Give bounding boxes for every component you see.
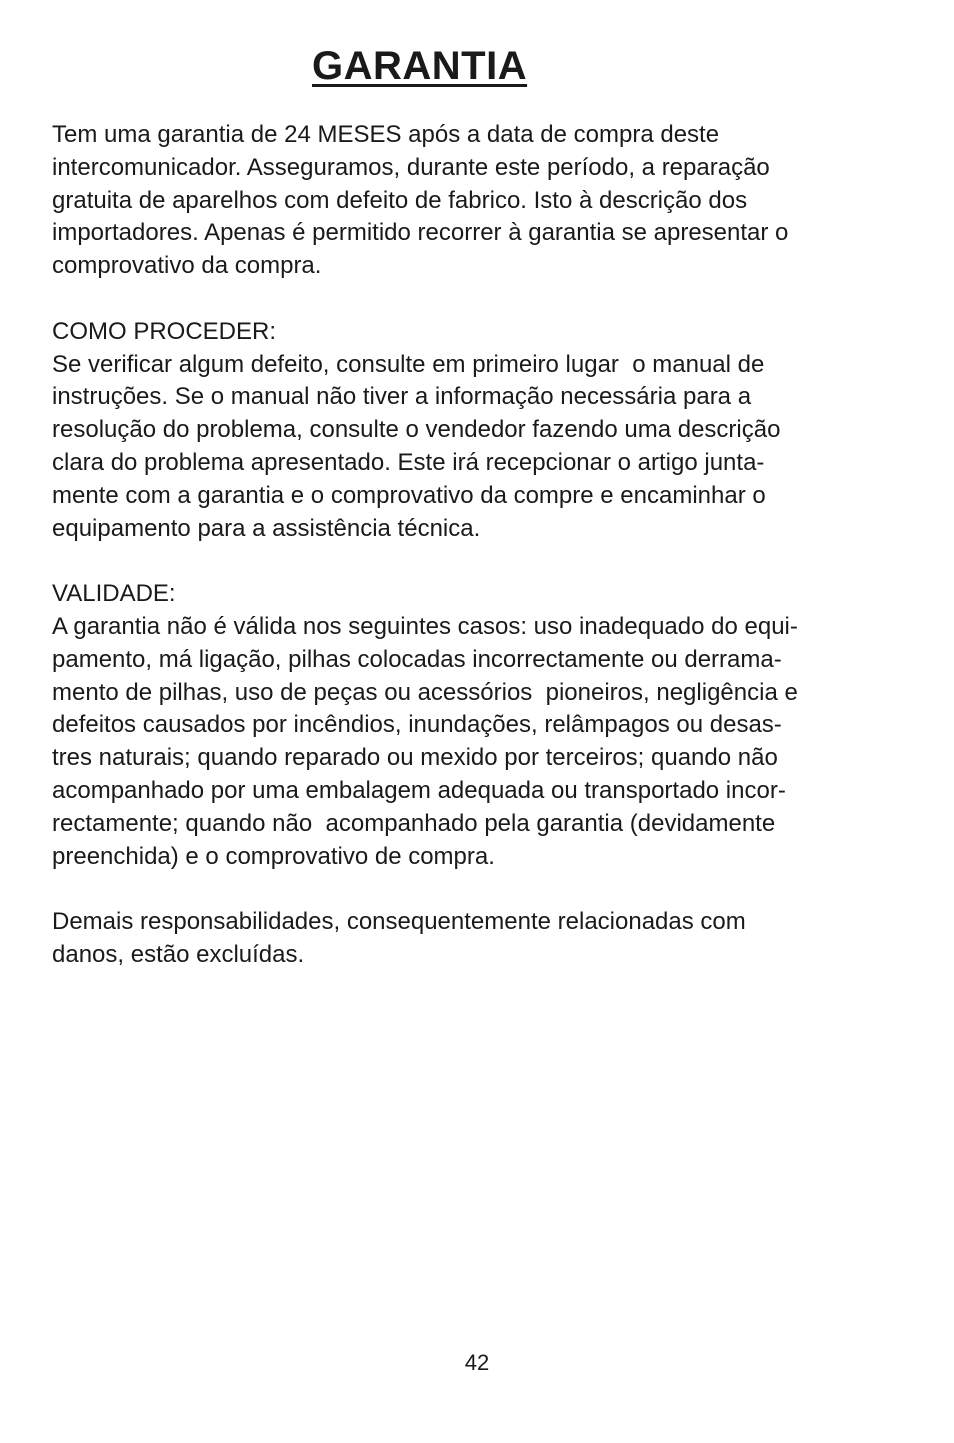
- text-line: preenchida) e o comprovativo de compra.: [52, 842, 495, 870]
- text-line: resolução do problema, consulte o vendedor fazendo uma descrição: [52, 416, 781, 444]
- text-line: pamento, má ligação, pilhas colocadas incorrectamente ou derrama-: [52, 645, 782, 673]
- page-number: 42: [464, 1350, 490, 1375]
- document-body: [52, 119, 922, 972]
- paragraph-gap: [52, 873, 922, 906]
- text-line: intercomunicador. Asseguramos, durante este período, a reparação: [52, 153, 770, 181]
- text-line: mento de pilhas, uso de peças ou acessórios pioneiros, negligência e: [52, 678, 798, 706]
- text-line: tres naturais; quando reparado ou mexido por terceiros; quando não: [52, 744, 778, 772]
- text-line: gratuita de aparelhos com defeito de fabrico. Isto à descrição dos: [52, 186, 748, 214]
- text-line: danos, estão excluídas.: [52, 940, 305, 968]
- text-line: acompanhado por uma embalagem adequada ou transportado incor-: [52, 776, 786, 804]
- text-line: A garantia não é válida nos seguintes casos: uso inadequado do equi-: [52, 612, 798, 640]
- text-line: rectamente; quando não acompanhado pela garantia (devidamente: [52, 809, 776, 837]
- text-line: defeitos causados por incêndios, inundações, relâmpagos ou desas-: [52, 711, 782, 739]
- page-title: GARANTIA: [312, 44, 528, 88]
- text-line: Se verificar algum defeito, consulte em primeiro lugar o manual de: [52, 350, 765, 378]
- text-line: clara do problema apresentado. Este irá recepcionar o artigo junta-: [52, 448, 765, 476]
- warranty-intro-paragraph: [52, 119, 922, 283]
- text-line: mente com a garantia e o comprovativo da compre e encaminhar o: [52, 481, 766, 509]
- text-line: importadores. Apenas é permitido recorrer à garantia se apresentar o: [52, 219, 789, 247]
- paragraph-gap: [52, 283, 922, 316]
- section-heading: COMO PROCEDER:: [52, 317, 277, 345]
- text-line: Demais responsabilidades, consequentemente relacionadas com: [52, 908, 746, 936]
- section-heading: VALIDADE:: [52, 580, 176, 608]
- como-proceder-section: [52, 316, 922, 546]
- text-line: equipamento para a assistência técnica.: [52, 514, 481, 542]
- validade-section: [52, 578, 922, 873]
- text-line: instruções. Se o manual não tiver a informação necessária para a: [52, 383, 752, 411]
- paragraph-gap: [52, 545, 922, 578]
- text-line: Tem uma garantia de 24 MESES após a data de compra deste: [52, 121, 720, 148]
- text-line: comprovativo da compra.: [52, 252, 322, 280]
- closing-paragraph: [52, 906, 922, 972]
